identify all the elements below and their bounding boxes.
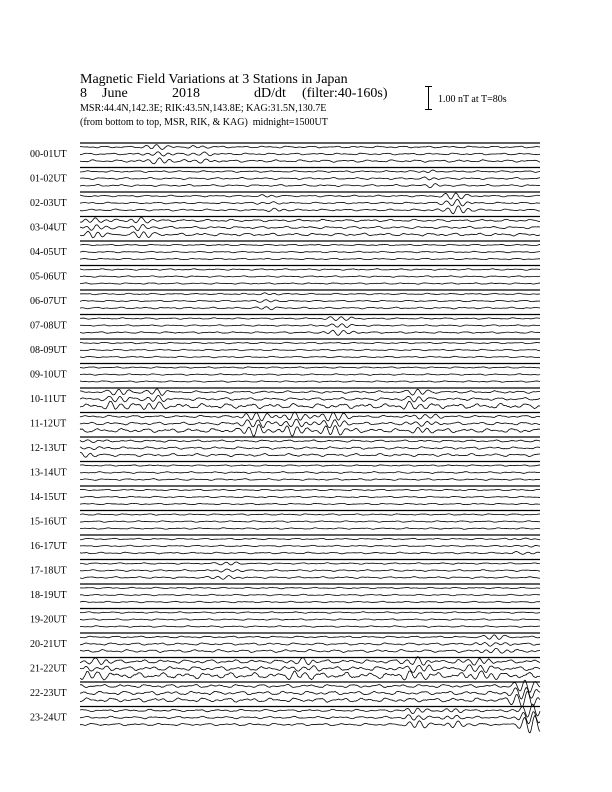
trace-MSR bbox=[80, 601, 540, 603]
row-11-12UT bbox=[30, 412, 540, 436]
trace-MSR bbox=[80, 206, 540, 214]
chart-title: Magnetic Field Variations at 3 Stations in Japan bbox=[80, 72, 348, 87]
hour-label: 04-05UT bbox=[30, 247, 67, 258]
row-05-06UT bbox=[30, 266, 540, 285]
row-22-23UT bbox=[30, 680, 540, 707]
trace-MSR bbox=[80, 503, 540, 504]
row-09-10UT bbox=[30, 364, 540, 383]
trace-MSR bbox=[80, 283, 540, 284]
row-21-22UT bbox=[30, 657, 540, 680]
date-year: 2018 bbox=[172, 86, 200, 101]
row-20-21UT bbox=[30, 633, 540, 653]
trace-RIK bbox=[80, 594, 540, 596]
trace-MSR bbox=[80, 671, 540, 680]
row-18-19UT bbox=[30, 584, 540, 603]
trace-MSR bbox=[80, 158, 540, 164]
trace-MSR bbox=[80, 258, 540, 259]
trace-KAG bbox=[80, 465, 540, 466]
hour-label: 18-19UT bbox=[30, 590, 67, 601]
trace-MSR bbox=[80, 552, 540, 555]
row-00-01UT bbox=[30, 143, 540, 164]
hour-label: 10-11UT bbox=[30, 394, 67, 405]
hour-label: 08-09UT bbox=[30, 345, 67, 356]
hour-label: 15-16UT bbox=[30, 516, 67, 528]
hour-label: 09-10UT bbox=[30, 369, 67, 381]
trace-KAG bbox=[80, 217, 540, 223]
trace-RIK bbox=[80, 251, 540, 253]
trace-RIK bbox=[80, 687, 540, 698]
trace-MSR bbox=[80, 307, 540, 310]
trace-MSR bbox=[80, 576, 540, 580]
row-15-16UT bbox=[30, 511, 540, 530]
trace-KAG bbox=[80, 193, 540, 199]
row-13-14UT bbox=[30, 462, 540, 481]
row-10-11UT bbox=[30, 388, 540, 409]
hour-label: 20-21UT bbox=[30, 639, 67, 650]
hour-label: 13-14UT bbox=[30, 467, 67, 479]
hour-label: 03-04UT bbox=[30, 222, 67, 234]
filter-label: (filter:40-160s) bbox=[302, 86, 388, 101]
hour-label: 00-01UT bbox=[30, 149, 67, 160]
trace-KAG bbox=[80, 514, 540, 515]
hour-label: 07-08UT bbox=[30, 320, 67, 332]
trace-KAG bbox=[80, 489, 540, 490]
quantity-label: dD/dt bbox=[254, 86, 286, 101]
trace-MSR bbox=[80, 231, 540, 238]
trace-KAG bbox=[80, 538, 540, 540]
trace-KAG bbox=[80, 342, 540, 344]
trace-MSR bbox=[80, 626, 540, 628]
trace-MSR bbox=[80, 691, 540, 706]
trace-MSR bbox=[80, 401, 540, 409]
trace-MSR bbox=[80, 184, 540, 188]
row-17-18UT bbox=[30, 560, 540, 580]
row-08-09UT bbox=[30, 339, 540, 358]
trace-RIK bbox=[80, 152, 540, 156]
trace-RIK bbox=[80, 545, 540, 547]
trace-KAG bbox=[80, 145, 540, 150]
row-06-07UT bbox=[30, 290, 540, 310]
trace-RIK bbox=[80, 276, 540, 277]
trace-RIK bbox=[80, 224, 540, 230]
row-07-08UT bbox=[30, 315, 540, 336]
trace-RIK bbox=[80, 665, 540, 673]
order-text: (from bottom to top, MSR, RIK, & KAG) bbox=[80, 117, 248, 128]
trace-MSR bbox=[80, 425, 540, 437]
trace-RIK bbox=[80, 324, 540, 328]
date-month: June bbox=[102, 86, 128, 101]
trace-RIK bbox=[80, 374, 540, 376]
hour-label: 01-02UT bbox=[30, 173, 67, 185]
trace-MSR bbox=[80, 356, 540, 358]
row-02-03UT bbox=[30, 192, 540, 214]
trace-RIK bbox=[80, 619, 540, 620]
trace-KAG bbox=[80, 635, 540, 640]
trace-KAG bbox=[80, 170, 540, 173]
midnight-note: midnight=1500UT bbox=[252, 117, 328, 128]
row-19-20UT bbox=[30, 609, 540, 628]
trace-RIK bbox=[80, 349, 540, 351]
row-12-13UT bbox=[30, 437, 540, 457]
trace-RIK bbox=[80, 521, 540, 523]
hour-label: 16-17UT bbox=[30, 541, 67, 552]
row-04-05UT bbox=[30, 241, 540, 260]
trace-RIK bbox=[80, 712, 540, 724]
row-01-02UT bbox=[30, 168, 540, 188]
trace-KAG bbox=[80, 389, 540, 396]
trace-RIK bbox=[80, 300, 540, 303]
date-day: 8 bbox=[80, 86, 87, 101]
hour-label: 05-06UT bbox=[30, 271, 67, 283]
station-coordinates: MSR:44.4N,142.3E; RIK:43.5N,143.8E; KAG:31.5N,130.7E bbox=[80, 103, 327, 114]
row-03-04UT bbox=[30, 217, 540, 238]
trace-KAG bbox=[80, 440, 540, 443]
trace-KAG bbox=[80, 412, 540, 421]
hour-label: 21-22UT bbox=[30, 663, 67, 675]
trace-KAG bbox=[80, 562, 540, 565]
trace-MSR bbox=[80, 381, 540, 382]
trace-RIK bbox=[80, 419, 540, 427]
scale-label: 1.00 nT at T=80s bbox=[438, 94, 507, 105]
row-14-15UT bbox=[30, 486, 540, 505]
trace-RIK bbox=[80, 199, 540, 206]
trace-RIK bbox=[80, 642, 540, 646]
trace-MSR bbox=[80, 330, 540, 335]
trace-RIK bbox=[80, 395, 540, 402]
trace-KAG bbox=[80, 367, 540, 368]
hour-label: 02-03UT bbox=[30, 198, 67, 209]
trace-MSR bbox=[80, 479, 540, 481]
hour-label: 22-23UT bbox=[30, 688, 67, 699]
trace-RIK bbox=[80, 569, 540, 572]
trace-KAG bbox=[80, 612, 540, 614]
hour-label: 23-24UT bbox=[30, 712, 67, 724]
trace-KAG bbox=[80, 293, 540, 295]
trace-KAG bbox=[80, 317, 540, 321]
trace-RIK bbox=[80, 447, 540, 450]
trace-RIK bbox=[80, 177, 540, 180]
trace-RIK bbox=[80, 472, 540, 474]
hour-label: 17-18UT bbox=[30, 565, 67, 577]
trace-MSR bbox=[80, 528, 540, 530]
hour-label: 06-07UT bbox=[30, 296, 67, 307]
row-23-24UT bbox=[30, 704, 540, 733]
trace-KAG bbox=[80, 587, 540, 589]
hour-label: 12-13UT bbox=[30, 443, 67, 454]
hour-label: 14-15UT bbox=[30, 492, 67, 503]
row-16-17UT bbox=[30, 535, 540, 554]
hour-label: 11-12UT bbox=[30, 418, 67, 430]
hour-label: 19-20UT bbox=[30, 614, 67, 626]
trace-MSR bbox=[80, 452, 540, 457]
trace-KAG bbox=[80, 244, 540, 245]
trace-RIK bbox=[80, 496, 540, 497]
trace-KAG bbox=[80, 269, 540, 271]
trace-MSR bbox=[80, 648, 540, 653]
